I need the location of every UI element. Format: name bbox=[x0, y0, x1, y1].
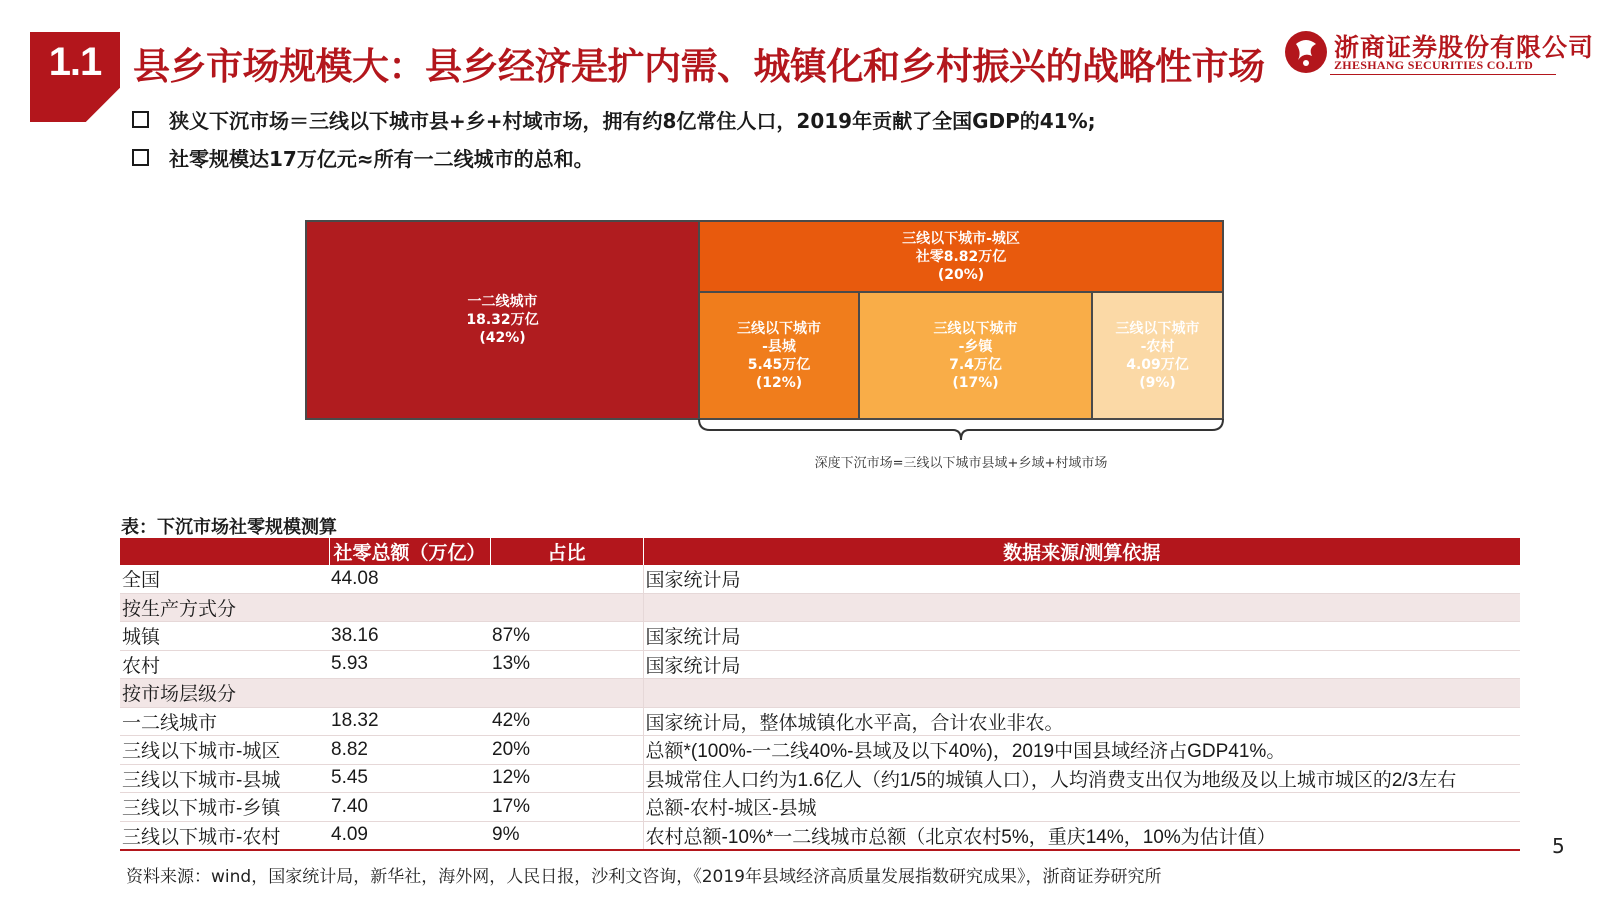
cell-category: 三线以下城市-城区 bbox=[120, 736, 329, 765]
cell-share bbox=[490, 565, 643, 593]
cell-total: 5.45 bbox=[329, 764, 490, 793]
tile-name: 三线以下城市 bbox=[737, 320, 821, 337]
section-number: 1.1 bbox=[48, 40, 102, 84]
bullet-square-icon bbox=[132, 149, 149, 166]
tile-value: 5.45万亿 bbox=[747, 356, 811, 373]
cell-category: 三线以下城市-乡镇 bbox=[120, 793, 329, 822]
cell-source: 国家统计局 bbox=[643, 565, 1520, 593]
table-row bbox=[120, 565, 1520, 593]
cell-total bbox=[329, 593, 490, 622]
tile-value: 18.32万亿 bbox=[466, 312, 539, 328]
cell-source bbox=[643, 593, 1520, 622]
cell-total: 18.32 bbox=[329, 707, 490, 736]
tile-value: 4.09万亿 bbox=[1126, 356, 1189, 373]
retail-sales-table bbox=[120, 538, 1520, 851]
cell-category: 农村 bbox=[120, 650, 329, 679]
cell-total: 44.08 bbox=[329, 565, 490, 593]
bullet-square-icon bbox=[132, 111, 149, 128]
treemap-tile-county bbox=[698, 291, 860, 420]
page-title: 县乡市场规模大：县乡经济是扩内需、城镇化和乡村振兴的战略性市场 bbox=[133, 45, 1265, 88]
tile-share: (20%) bbox=[937, 266, 985, 283]
cell-category: 按生产方式分 bbox=[120, 593, 329, 622]
tile-value: 社零8.82万亿 bbox=[915, 248, 1007, 265]
cell-source: 国家统计局 bbox=[643, 650, 1520, 679]
cell-total bbox=[329, 679, 490, 708]
cell-source: 总额-农村-城区-县城 bbox=[643, 793, 1520, 822]
tile-share: (9%) bbox=[1139, 374, 1176, 391]
bullet-text: 社零规模达17万亿元≈所有一二线城市的总和。 bbox=[169, 147, 594, 171]
table-row bbox=[120, 736, 1520, 765]
cell-share: 12% bbox=[490, 764, 643, 793]
brace-bracket bbox=[698, 418, 1224, 442]
cell-total: 8.82 bbox=[329, 736, 490, 765]
cell-category: 三线以下城市-县城 bbox=[120, 764, 329, 793]
bullet-point bbox=[132, 143, 594, 172]
logo-divider bbox=[1330, 74, 1556, 75]
table-group-row bbox=[120, 593, 1520, 622]
tile-name-suffix: -乡镇 bbox=[958, 338, 993, 355]
company-logo-icon bbox=[1284, 30, 1328, 74]
table-row bbox=[120, 707, 1520, 736]
table-group-row bbox=[120, 679, 1520, 708]
table-header-share: 占比 bbox=[490, 538, 643, 565]
cell-total: 5.93 bbox=[329, 650, 490, 679]
cell-share bbox=[490, 593, 643, 622]
cell-category: 一二线城市 bbox=[120, 707, 329, 736]
company-name-cn: 浙商证券股份有限公司 bbox=[1334, 33, 1595, 62]
page-number: 5 bbox=[1552, 834, 1565, 858]
cell-category: 全国 bbox=[120, 565, 329, 593]
treemap-tile-rural bbox=[1091, 291, 1224, 420]
cell-source: 国家统计局，整体城镇化水平高，合计农业非农。 bbox=[643, 707, 1520, 736]
tile-name: 三线以下城市-城区 bbox=[902, 230, 1020, 247]
company-name-en: ZHESHANG SECURITIES CO.LTD bbox=[1334, 58, 1534, 72]
cell-share bbox=[490, 679, 643, 708]
tile-share: (17%) bbox=[952, 374, 999, 391]
tile-name: 三线以下城市 bbox=[933, 320, 1018, 337]
tile-share: (12%) bbox=[755, 374, 803, 391]
table-row bbox=[120, 622, 1520, 651]
treemap-tile-town bbox=[858, 291, 1093, 420]
cell-category: 按市场层级分 bbox=[120, 679, 329, 708]
table-header-source: 数据来源/测算依据 bbox=[643, 538, 1520, 565]
tile-name: 一二线城市 bbox=[467, 294, 538, 310]
tile-name-suffix: -县城 bbox=[762, 338, 796, 355]
table-title: 表：下沉市场社零规模测算 bbox=[121, 517, 337, 538]
table-header-row bbox=[120, 538, 1520, 565]
bullet-point bbox=[132, 105, 1096, 134]
table-row bbox=[120, 764, 1520, 793]
tile-value: 7.4万亿 bbox=[949, 356, 1002, 373]
table-row bbox=[120, 821, 1520, 850]
footer-source: 资料来源：wind，国家统计局，新华社，海外网，人民日报，沙利文咨询，《2019年县域经济高质量发展指数研究成果》，浙商证券研究所 bbox=[126, 867, 1162, 887]
tile-name-suffix: -农村 bbox=[1140, 338, 1175, 355]
table-row bbox=[120, 793, 1520, 822]
table-header-category bbox=[120, 538, 329, 565]
cell-share: 9% bbox=[490, 821, 643, 850]
cell-category: 三线以下城市-农村 bbox=[120, 821, 329, 850]
cell-share: 42% bbox=[490, 707, 643, 736]
cell-share: 17% bbox=[490, 793, 643, 822]
cell-source bbox=[643, 679, 1520, 708]
table-row bbox=[120, 650, 1520, 679]
bullet-text: 狭义下沉市场＝三线以下城市县+乡+村域市场，拥有约8亿常住人口，2019年贡献了全国GDP的41%; bbox=[169, 109, 1096, 133]
cell-total: 38.16 bbox=[329, 622, 490, 651]
cell-category: 城镇 bbox=[120, 622, 329, 651]
table-body bbox=[120, 565, 1520, 850]
cell-share: 13% bbox=[490, 650, 643, 679]
cell-total: 7.40 bbox=[329, 793, 490, 822]
cell-source: 县城常住人口约为1.6亿人（约1/5的城镇人口），人均消费支出仅为地级及以上城市城区的2/3左右 bbox=[643, 764, 1520, 793]
cell-source: 农村总额-10%*一二线城市总额（北京农村5%，重庆14%，10%为估计值） bbox=[643, 821, 1520, 850]
cell-source: 国家统计局 bbox=[643, 622, 1520, 651]
cell-share: 87% bbox=[490, 622, 643, 651]
cell-source: 总额*(100%-一二线40%-县域及以下40%)，2019中国县域经济占GDP41%。 bbox=[643, 736, 1520, 765]
brace-label: 深度下沉市场=三线以下城市县域+乡域+村域市场 bbox=[814, 456, 1108, 471]
cell-share: 20% bbox=[490, 736, 643, 765]
table-header-total: 社零总额（万亿） bbox=[329, 538, 490, 565]
cell-total: 4.09 bbox=[329, 821, 490, 850]
treemap-tile-urban bbox=[698, 220, 1224, 293]
tile-name: 三线以下城市 bbox=[1115, 320, 1200, 337]
tile-share: (42%) bbox=[479, 330, 526, 346]
treemap-tile-tier12 bbox=[305, 220, 700, 420]
